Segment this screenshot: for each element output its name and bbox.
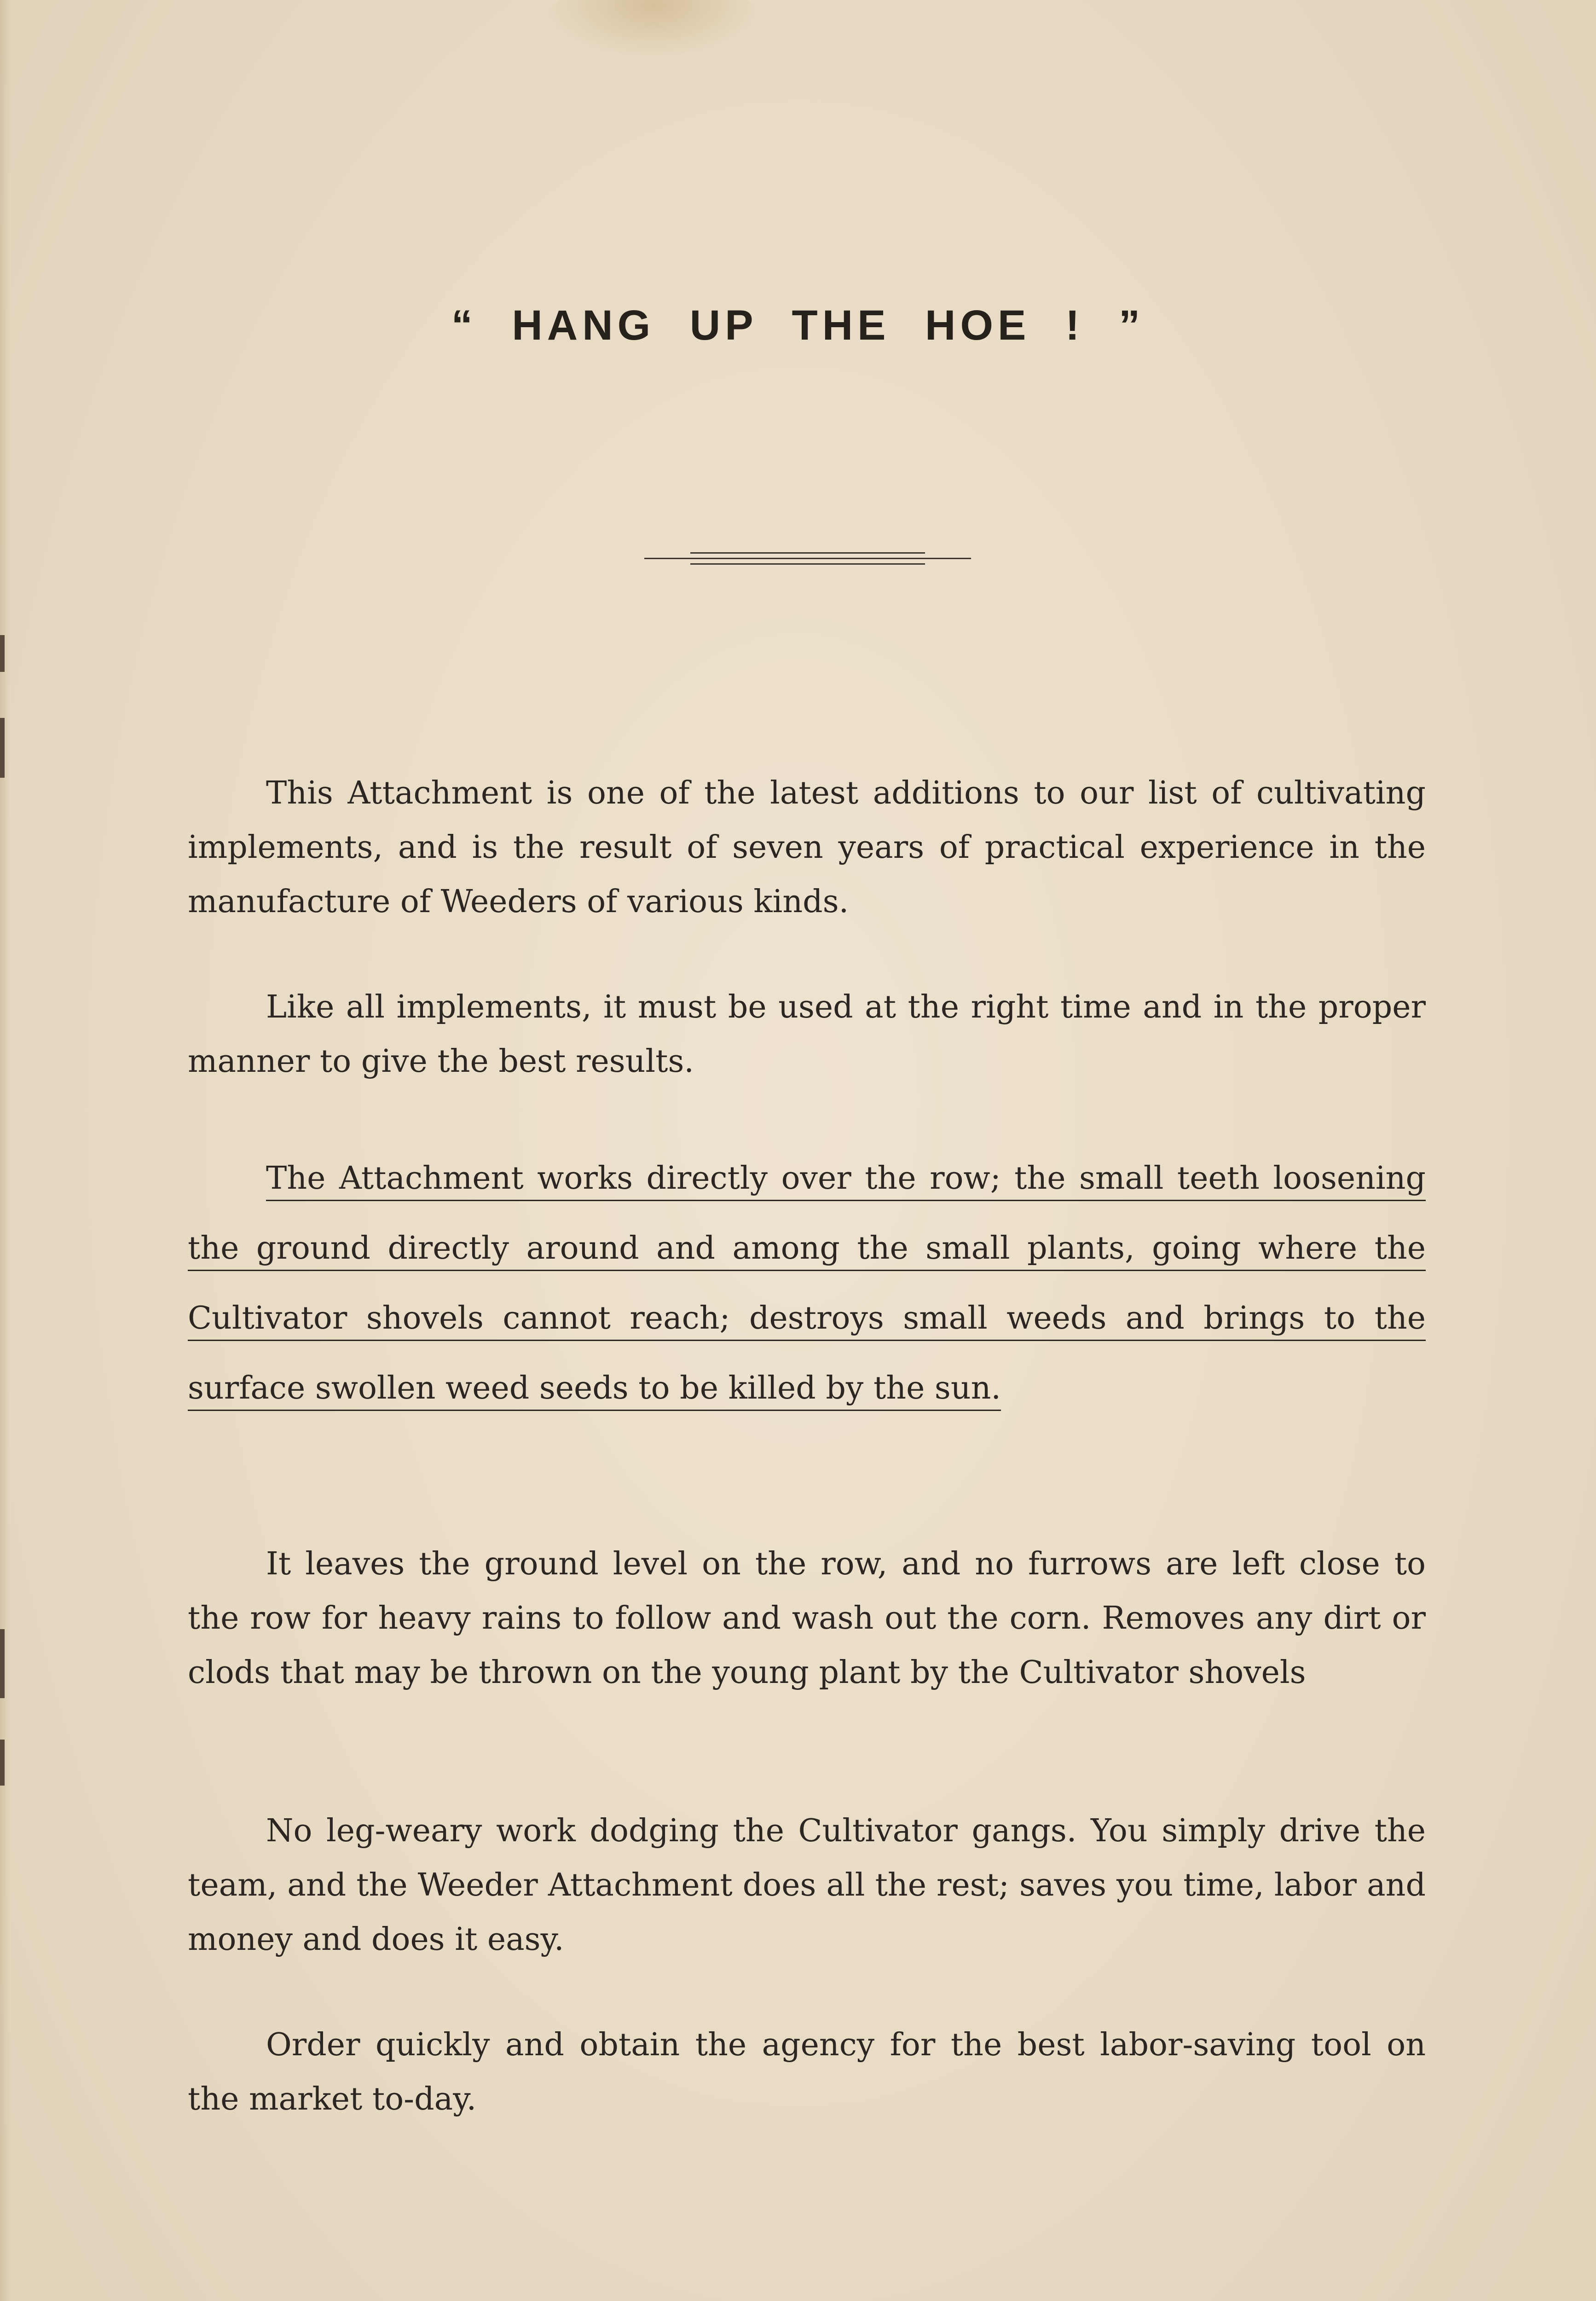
- paragraph-no-leg-weary-work: [188, 1804, 1426, 1967]
- paragraph-text: This Attachment is one of the latest additions to our list of cultivating implements, and is the result of seven years of practical experience in the manufacture of Weeders of various kinds.: [188, 775, 1426, 920]
- binding-mark: [0, 718, 5, 778]
- binding-mark: [0, 635, 5, 672]
- paper-stain: [543, 0, 764, 60]
- paragraph-text-underlined: The Attachment works directly over the row; the small teeth loosening the ground directly around and among the small plants, going where the Cultivator shovels cannot reach; destroys small weeds and brings to the surface swollen weed seeds to be killed by the sun.: [188, 1160, 1426, 1406]
- paragraph-text: Like all implements, it must be used at the right time and in the proper manner to give the best results.: [188, 989, 1426, 1080]
- paragraph-order-call-to-action: [188, 2018, 1426, 2127]
- page-title: “ HANG UP THE HOE ! ”: [451, 302, 1145, 349]
- paragraph-intro: [188, 766, 1426, 929]
- paragraph-usage: [188, 980, 1426, 1089]
- paragraph-text: It leaves the ground level on the row, and no furrows are left close to the row for heavy rains to follow and wash out the corn. Removes any dirt or clods that may be thrown on the young plant by the Cultivator shovels: [188, 1546, 1426, 1691]
- paragraph-ground-level: [188, 1537, 1426, 1700]
- binding-mark: [0, 1740, 5, 1786]
- title-ornament-rule: [644, 552, 971, 571]
- paragraph-text: Order quickly and obtain the agency for the best labor-saving tool on the market to-day.: [188, 2027, 1426, 2117]
- paragraph-how-it-works: [188, 1144, 1426, 1423]
- paragraph-text: No leg-weary work dodging the Cultivator gangs. You simply drive the team, and the Weeder Attachment does all the rest; saves you time, labor and money and does it easy.: [188, 1813, 1426, 1958]
- binding-mark: [0, 1629, 5, 1698]
